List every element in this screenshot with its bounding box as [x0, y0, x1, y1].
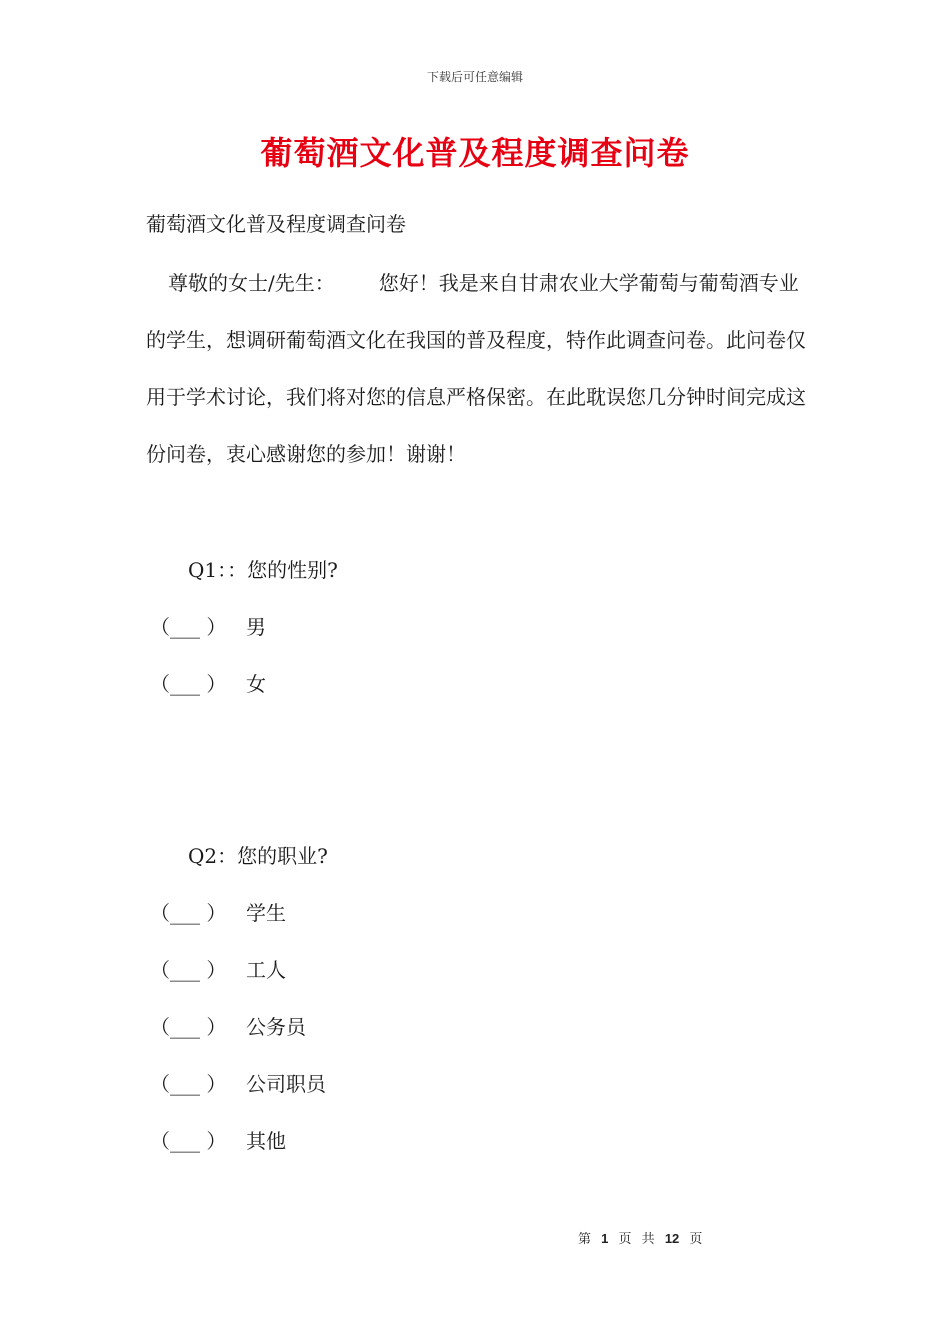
header-note: 下载后可任意编辑	[426, 70, 523, 84]
intro-paragraph	[146, 255, 806, 483]
document-subtitle: 葡萄酒文化普及程度调查问卷	[146, 212, 406, 236]
option-label: 其他	[246, 1129, 286, 1153]
option-row[interactable]	[150, 897, 286, 926]
footer-total-pages: 12	[664, 1231, 680, 1246]
footer-mid: 页 共	[618, 1232, 655, 1247]
answer-blank[interactable]: （___ ）	[150, 672, 227, 696]
footer-prefix: 第	[578, 1232, 592, 1247]
footer-suffix: 页	[689, 1232, 703, 1247]
option-row[interactable]	[150, 1011, 306, 1040]
option-label: 工人	[246, 958, 286, 982]
page-footer	[578, 1228, 702, 1247]
answer-blank[interactable]: （___ ）	[150, 615, 227, 639]
question-2: Q2：您的职业?	[188, 844, 328, 868]
intro-body: 您好！我是来自甘肃农业大学葡萄与葡萄酒专业的学生，想调研葡萄酒文化在我国的普及程度，特作此调查问卷。此问卷仅用于学术讨论，我们将对您的信息严格保密。在此耽误您几分钟时间完成这份问卷，衷心感谢您的参加！谢谢！	[146, 271, 806, 466]
option-row[interactable]	[150, 1068, 326, 1097]
option-row[interactable]	[150, 668, 266, 697]
option-label: 公务员	[246, 1015, 306, 1039]
answer-blank[interactable]: （___ ）	[150, 1015, 227, 1039]
option-label: 学生	[246, 901, 286, 925]
option-label: 公司职员	[246, 1072, 326, 1096]
footer-page-number: 1	[601, 1231, 609, 1246]
option-label: 女	[246, 672, 266, 696]
answer-blank[interactable]: （___ ）	[150, 958, 227, 982]
question-1: Q1：：您的性别?	[188, 558, 338, 582]
document-title: 葡萄酒文化普及程度调查问卷	[260, 134, 690, 172]
option-label: 男	[246, 615, 266, 639]
option-row[interactable]	[150, 611, 266, 640]
option-row[interactable]	[150, 954, 286, 983]
answer-blank[interactable]: （___ ）	[150, 1129, 227, 1153]
option-row[interactable]	[150, 1125, 286, 1154]
answer-blank[interactable]: （___ ）	[150, 901, 227, 925]
intro-greeting: 尊敬的女士/先生：	[168, 271, 335, 295]
answer-blank[interactable]: （___ ）	[150, 1072, 227, 1096]
